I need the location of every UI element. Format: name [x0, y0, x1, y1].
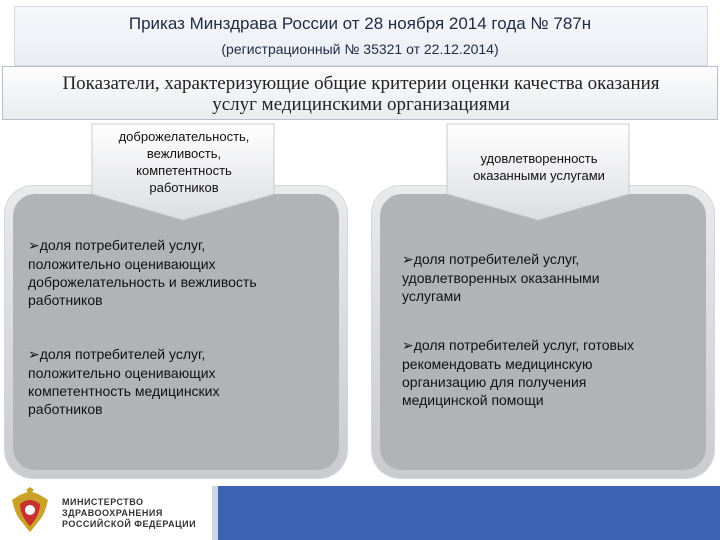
right-panel-inner: [380, 194, 706, 470]
bullet-line: медицинской помощи: [402, 392, 544, 408]
slide-title-line1: Показатели, характеризующие общие критерии оценки качества оказания: [62, 73, 660, 94]
bullet-line: доля потребителей услуг,: [39, 237, 206, 253]
bullet-line: компетентность медицинских: [28, 383, 220, 399]
registration-number: (регистрационный № 35321 от 22.12.2014): [221, 41, 499, 57]
right-criterion-label: [447, 150, 631, 184]
left-criterion-line: компетентность: [136, 163, 232, 178]
left-criterion-label: [92, 128, 276, 196]
left-criterion-panel: [5, 186, 347, 478]
arrow-bullet-icon: ➢: [402, 252, 414, 268]
left-criterion-line: вежливость,: [146, 146, 222, 161]
bullet-line: доброжелательность и вежливость: [28, 274, 257, 290]
bullet-line: удовлетворенных оказанными: [402, 270, 600, 286]
right-bullet-2: [402, 336, 687, 409]
left-bullet-1: [28, 236, 320, 309]
right-criterion-line: удовлетворенность: [480, 151, 598, 166]
bullet-line: положительно оценивающих: [28, 365, 216, 381]
left-criterion-line: доброжелательность,: [118, 129, 250, 144]
ministry-name: [62, 497, 196, 530]
left-criterion-line: работников: [149, 180, 219, 195]
right-criterion-line: оказанными услугами: [473, 168, 605, 183]
russian-coat-of-arms-icon: [4, 486, 56, 538]
bullet-line: положительно оценивающих: [28, 256, 216, 272]
bullet-line: рекомендовать медицинскую: [402, 356, 593, 372]
bullet-line: доля потребителей услуг,: [39, 346, 206, 362]
right-criterion-panel: [372, 186, 714, 478]
slide-title-bar: [2, 66, 718, 120]
header: [0, 0, 720, 66]
arrow-bullet-icon: ➢: [28, 347, 40, 363]
bullet-line: работников: [28, 292, 103, 308]
bullet-line: доля потребителей услуг, готовых: [413, 337, 634, 353]
order-title: Приказ Минздрава России от 28 ноября 2014 года № 787н: [128, 14, 592, 33]
ministry-line: ЗДРАВООХРАНЕНИЯ: [62, 508, 163, 518]
bullet-line: организацию для получения: [402, 374, 587, 390]
slide-title: [3, 73, 719, 115]
footer-accent-bar: [218, 486, 720, 540]
bullet-line: работников: [28, 401, 103, 417]
bullet-line: услугами: [402, 288, 462, 304]
arrow-bullet-icon: ➢: [402, 338, 414, 354]
arrow-bullet-icon: ➢: [28, 238, 40, 254]
ministry-line: МИНИСТЕРСТВО: [62, 497, 144, 507]
left-bullet-2: [28, 345, 320, 418]
bullet-line: доля потребителей услуг,: [413, 251, 580, 267]
right-bullet-1: [402, 250, 687, 305]
slide-title-line2: услуг медицинскими организациями: [212, 94, 510, 115]
ministry-line: РОССИЙСКОЙ ФЕДЕРАЦИИ: [62, 519, 197, 529]
